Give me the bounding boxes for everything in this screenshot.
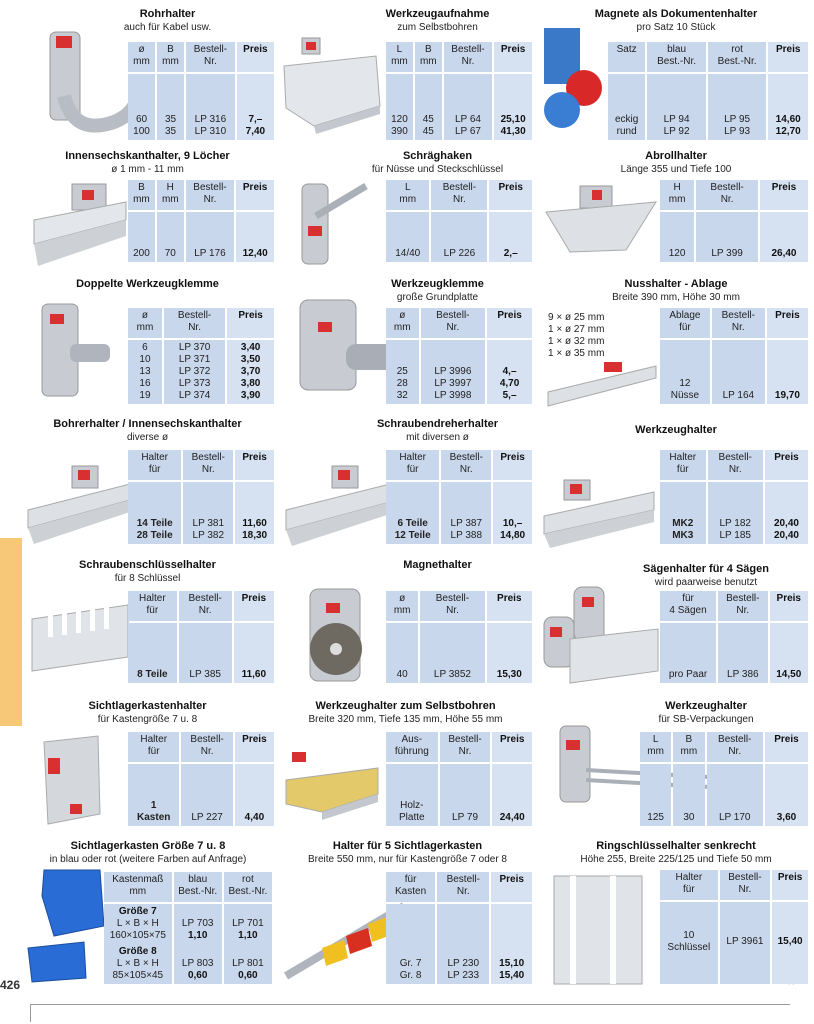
product-magnethalter [280,559,535,687]
cell-values: eckig rund [608,74,645,140]
cell-order-no: LP 3996 LP 3997 LP 3998 [421,340,486,404]
product-magnete [540,8,812,138]
product-selbstbohren [280,700,535,828]
magnet-holder-image [296,585,380,687]
cell-values: 10 Schlüssel [660,902,718,984]
cell-values: MK2 MK3 [660,482,706,544]
product-title: Magnete als Dokumentenhalter [594,8,758,20]
col-header-price: Preis [765,450,808,480]
cell-values: 6 Teile 12 Teile [386,482,439,544]
double-clamp-image [38,300,118,400]
col-header-price: Preis [760,180,808,210]
col-header-price: Preis [767,308,808,338]
col-header: Bestell- Nr. [437,872,489,902]
cell-order-no: LP 381 LP 382 [183,482,233,544]
product-title: Abrollhalter [645,150,707,162]
cell-order-no: LP 3852 [420,623,484,683]
cell-price: 11,60 18,30 [235,482,274,544]
col-header-price: Preis [770,591,808,621]
col-header: Bestell- Nr. [421,308,486,338]
cell-price: 4,– 4,70 5,– [487,340,532,404]
drill-tray-image [282,750,382,820]
col-header: blau Best.-Nr. [174,872,222,902]
col-header: Bestell- Nr. [181,732,232,762]
bin-holder-image [38,734,118,828]
col-header: Bestell- Nr. [712,308,765,338]
col-header-price: Preis [487,591,532,621]
product-werkzeughalter-mk [540,418,812,550]
col-header-price: Preis [234,591,274,621]
col-header: für Kasten [386,872,435,902]
cell-order-no: LP 226 [431,212,487,262]
col-header-price: Preis [237,42,274,72]
cell-price: 4,40 [235,764,274,826]
cell-price: 3,40 3,50 3,70 3,80 3,90 [227,340,274,404]
col-header: ø mm [386,591,418,621]
col-header: rot Best.-Nr. [224,872,272,902]
product-subtitle: für Kastengröße 7 u. 8 [97,714,198,725]
product-title: Werkzeugklemme [391,278,484,290]
cell-values: 40 [386,623,418,683]
hex-holder-image [30,180,130,270]
col-header: Ablage für [660,308,710,338]
cell-values: 12 Nüsse [660,340,710,404]
cell-order-no: LP 387 LP 388 [441,482,491,544]
col-header: Bestell- Nr. [441,450,491,480]
product-title: Schraubendreherhalter [376,418,499,430]
cell-order-no: LP 176 [186,212,235,262]
cell-price: 12,40 [236,212,274,262]
product-werkzeugklemme [280,278,535,408]
cell-values: 30 [673,764,704,826]
product-sb-verpackungen [540,700,812,828]
product-title: Werkzeughalter [635,424,717,436]
red-price-7: 1,10 [238,930,258,941]
col-header: rot Best.-Nr. [708,42,767,72]
col-header: Bestell- Nr. [179,591,232,621]
col-header: Halter für [660,450,706,480]
cell-values: 120 [660,212,694,262]
cell-values: 120 390 [386,74,413,140]
cell-price: 15,40 [772,902,808,984]
col-header: L mm [386,42,413,72]
cell-price: 14,50 [770,623,808,683]
col-header: Halter für [128,450,181,480]
cell-price: 25,10 41,30 [494,74,532,140]
blue-order-7: LP 703 [181,918,214,929]
cell-values: Gr. 7 Gr. 8 [386,904,435,984]
product-subtitle: große Grundplatte [396,292,479,303]
col-header: L mm [386,180,429,210]
socket-dimensions: 9 × ø 25 mm 1 × ø 27 mm 1 × ø 32 mm 1 × ø 35 mm [548,312,605,359]
col-header: blau Best.-Nr. [647,42,706,72]
chapter-tab [0,538,22,726]
product-title: Doppelte Werkzeugklemme [76,278,219,290]
red-price-8: 0,60 [238,970,258,981]
red-order-7: LP 701 [232,918,264,929]
cell-order-no: LP 64 LP 67 [444,74,493,140]
product-schraubendreher [280,418,535,550]
col-header: Bestell- Nr. [718,591,767,621]
blue-price-8: 0,60 [187,970,208,981]
cell-values: Holz- Platte [386,764,438,826]
cell-price: 15,10 15,40 [491,904,532,984]
product-nusshalter [540,278,812,408]
product-subtitle: Höhe 255, Breite 225/125 und Tiefe 50 mm [580,854,772,865]
product-title: Werkzeugaufnahme [385,8,490,20]
storage-bins-image [24,866,108,988]
size-7-dims: L × B × H 160×105×75 [109,918,166,941]
col-header-price: Preis [489,180,532,210]
product-sichtlagerkasten [20,840,276,992]
col-header: H mm [157,180,184,210]
product-title: Werkzeughalter zum Selbstbohren [315,700,496,712]
cell-price: 10,– 14,80 [493,482,532,544]
cell-order-no: LP 385 [179,623,232,683]
col-header: Aus- führung [386,732,438,762]
angled-hook-image [296,180,376,270]
product-title: Halter für 5 Sichtlagerkasten [332,840,483,852]
col-header: H mm [660,180,694,210]
product-subtitle: wird paarweise benutzt [654,577,758,588]
cell-values: pro Paar [660,623,716,683]
col-header: B mm [157,42,184,72]
col-header-price: Preis [235,450,274,480]
taper-holder-image [540,476,658,550]
tool-mount-image [280,36,390,136]
product-title: Innensechskanthalter, 9 Löcher [65,150,230,162]
cell-values: 35 35 [157,74,184,140]
col-header: Bestell- Nr. [420,591,484,621]
cell-values: 14/40 [386,212,429,262]
product-halter5 [280,840,535,990]
col-header: ø mm [386,308,419,338]
product-rohrhalter [20,8,275,138]
product-title: Schraubenschlüsselhalter [79,559,216,571]
col-header-price: Preis [491,872,532,902]
blue-price-7: 1,10 [187,930,208,941]
col-header: ø mm [128,42,155,72]
col-header: Halter für [386,450,439,480]
product-innensechskant [20,150,275,270]
product-subtitle: in blau oder rot (weitere Farben auf Anfrage) [49,854,247,865]
cell-price: 19,70 [767,340,808,404]
cell-order-no: LP 94 LP 92 [647,74,706,140]
product-title: Bohrerhalter / Innensechskanthalter [53,418,242,430]
cell-price: 15,30 [487,623,532,683]
product-subtitle: Länge 355 und Tiefe 100 [620,164,732,175]
col-header: für 4 Sägen [660,591,716,621]
product-title: Sichtlagerkastenhalter [88,700,207,712]
size-8-label: Größe 8 [118,946,157,957]
cell-order-no: LP 399 [696,212,758,262]
roll-holder-image [540,182,660,272]
product-werkzeugaufnahme [280,8,535,138]
ring-wrench-holder-image [550,872,650,988]
cell-price: 7,– 7,40 [237,74,274,140]
col-header: B mm [415,42,442,72]
product-title: Nusshalter - Ablage [624,278,728,290]
col-header: ø mm [128,308,162,338]
cell-values: 25 28 32 [386,340,419,404]
product-subtitle: für SB-Verpackungen [658,714,754,725]
col-header: Bestell- Nr. [707,732,763,762]
product-sichtlagerkastenhalter [20,700,275,828]
col-header: Bestell- Nr. [183,450,233,480]
cell-order-no: LP 370 LP 371 LP 372 LP 373 LP 374 [164,340,225,404]
cell-price: 14,60 12,70 [768,74,808,140]
cell-order-no: LP 79 [440,764,491,826]
col-header: Bestell- Nr. [444,42,493,72]
cell-price: 2,– [489,212,532,262]
drill-holder-image [24,462,134,548]
col-header-price: Preis [492,732,532,762]
col-header: Halter für [660,870,718,900]
col-header-price: Preis [768,42,808,72]
cell-price: 11,60 [234,623,274,683]
col-header-price: Preis [236,180,274,210]
product-subtitle: Breite 550 mm, nur für Kastengröße 7 oder 8 [308,854,507,865]
product-subtitle: Breite 320 mm, Tiefe 135 mm, Höhe 55 mm [308,714,503,725]
footer-frame [30,1004,790,1022]
cell-price: 3,60 [765,764,808,826]
cell-values: 45 45 [415,74,442,140]
col-header: B mm [673,732,704,762]
col-header-price: Preis [493,450,532,480]
product-subtitle: zum Selbstbohren [397,22,478,33]
product-subtitle: diverse ø [126,432,169,443]
size-7-label: Größe 7 [118,906,157,917]
cell-order-no: LP 316 LP 310 [186,74,235,140]
col-header: Satz [608,42,645,72]
product-title: Werkzeughalter [665,700,747,712]
col-header: Bestell- Nr. [720,870,771,900]
product-title: Magnethalter [403,559,472,571]
cell-order-no: LP 230 LP 233 [437,904,489,984]
cell-values: 60 100 [128,74,155,140]
col-header: Kastenmaß mm [104,872,172,902]
col-header: Bestell- Nr. [186,42,235,72]
cell-values: 14 Teile 28 Teile [128,482,181,544]
product-title: Sichtlagerkasten Größe 7 u. 8 [70,840,226,852]
page-number: 426 [0,978,21,992]
red-order-8: LP 801 [232,958,264,969]
blue-order-8: LP 803 [181,958,214,969]
product-abrollhalter [540,150,812,270]
cell-values: 125 [640,764,671,826]
cell-order-no: LP 95 LP 93 [708,74,767,140]
col-header: Bestell- Nr. [431,180,487,210]
col-header: Bestell- Nr. [696,180,758,210]
product-title: Schräghaken [402,150,473,162]
product-subtitle: ø 1 mm - 11 mm [111,164,184,175]
col-header-price: Preis [765,732,808,762]
product-title: Ringschlüsselhalter senkrecht [596,840,756,852]
cell-order-no: LP 164 [712,340,765,404]
cell-order-no: LP 386 [718,623,767,683]
product-bohrerhalter [20,418,275,550]
product-ringschluessel [540,840,812,990]
cell-order-no: LP 3961 [720,902,771,984]
col-header: B mm [128,180,155,210]
cell-order-no: LP 227 [181,764,232,826]
product-title: Sägenhalter für 4 Sägen [643,563,769,575]
product-saegen [540,563,812,691]
cell-price: 26,40 [760,212,808,262]
product-subtitle: mit diversen ø [406,432,469,443]
product-subtitle: für 8 Schlüssel [114,573,181,584]
cell-price: 24,40 [492,764,532,826]
product-subtitle: pro Satz 10 Stück [636,22,716,33]
cell-price: 20,40 20,40 [765,482,808,544]
product-doppelte [20,278,275,408]
screwdriver-holder-image [282,462,394,548]
col-header: Bestell- Nr. [708,450,763,480]
saw-holder-image [540,583,662,691]
col-header-price: Preis [494,42,532,72]
col-header: Bestell- Nr. [164,308,225,338]
col-header: Halter für [128,732,179,762]
col-header-price: Preis [235,732,274,762]
cell-values: 1 Kasten [128,764,179,826]
product-subtitle: auch für Kabel usw. [123,22,212,33]
col-header: L mm [640,732,671,762]
product-schraeghaken [280,150,535,270]
cell-values: 200 [128,212,155,262]
cell-values: 6 10 13 16 19 [128,340,162,404]
product-schraubenschluessel [20,559,275,687]
product-title: Rohrhalter [139,8,196,20]
size-8-dims: L × B × H 85×105×45 [112,958,164,981]
socket-tray-image [544,362,660,408]
cell-values: 8 Teile [128,623,177,683]
cell-order-no: LP 182 LP 185 [708,482,763,544]
wrench-holder-image [28,601,134,681]
col-header: Bestell- Nr. [440,732,491,762]
col-header-price: Preis [227,308,274,338]
cell-values: 70 [157,212,184,262]
col-header-price: Preis [487,308,532,338]
col-header: Bestell- Nr. [186,180,235,210]
product-subtitle: Breite 390 mm, Höhe 30 mm [612,292,740,303]
cell-order-no: LP 170 [707,764,763,826]
product-subtitle: für Nüsse und Steckschlüssel [371,164,504,175]
col-header-price: Preis [772,870,808,900]
col-header: Halter für [128,591,177,621]
